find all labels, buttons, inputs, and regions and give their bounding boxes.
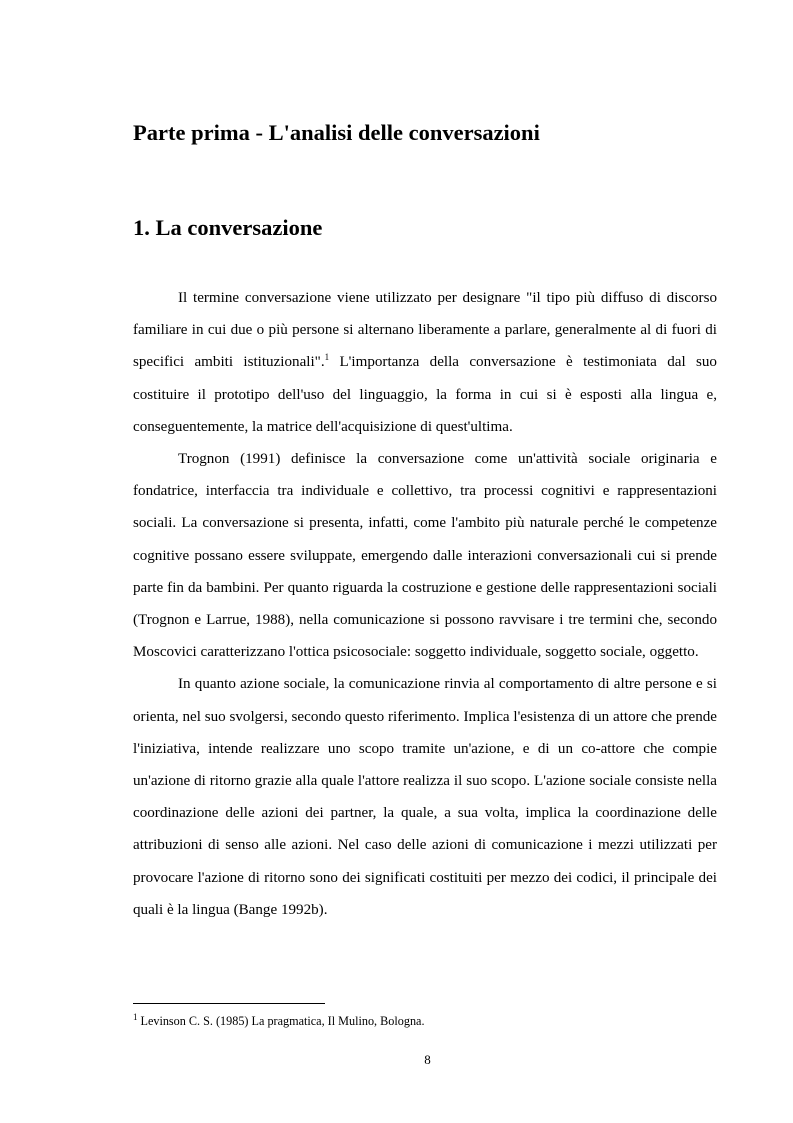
body-text [133, 282, 717, 926]
paragraph-1-text-continued: L'importanza della conversazione è testimoniata dal suo costituire il prototipo dell'uso del linguaggio, la forma in cui si è esposti alla lingua e, conseguentemente, la matrice dell'acquisizione di quest'ultima. [133, 354, 717, 435]
footnote-text: Levinson C. S. (1985) La pragmatica, Il Mulino, Bologna. [140, 1014, 425, 1028]
paragraph-1 [133, 282, 717, 443]
paragraph-3: In quanto azione sociale, la comunicazione rinvia al comportamento di altre persone e si orienta, nel suo svolgersi, secondo questo riferimento. Implica l'esistenza di un attore che prende l'iniziativa, intende realizzare uno scopo tramite un'azione, e di un co-attore che compie un'azione di ritorno grazie alla quale l'attore realizza il suo scopo. L'azione sociale consiste nella coordinazione delle azioni dei partner, la quale, a sua volta, implica la coordinazione delle attribuzioni di senso alle azioni. Nel caso delle azioni di comunicazione i mezzi utilizzati per provocare l'azione di ritorno sono dei significati costituiti per mezzo dei codici, il principale dei quali è la lingua (Bange 1992b). [133, 676, 717, 918]
chapter-title: 1. La conversazione [133, 215, 323, 240]
footnote-divider [133, 1003, 325, 1004]
page-number: 8 [424, 1052, 431, 1067]
footnote [133, 1012, 425, 1030]
footnote-reference[interactable]: 1 [324, 352, 330, 363]
part-title: Parte prima - L'analisi delle conversazioni [133, 120, 540, 145]
paragraph-2: Trognon (1991) definisce la conversazione come un'attività sociale originaria e fondatrice, interfaccia tra individuale e collettivo, tra processi cognitivi e rappresentazioni sociali. La conversazione si presenta, infatti, come l'ambito più naturale perché le competenze cognitive possano essere sviluppate, emergendo dalle interazioni conversazionali cui si prende parte fin da bambini. Per quanto riguarda la costruzione e gestione delle rappresentazioni sociali (Trognon e Larrue, 1988), nella comunicazione si possono ravvisare i tre termini che, secondo Moscovici caratterizzano l'ottica psicosociale: soggetto individuale, soggetto sociale, oggetto. [133, 451, 717, 661]
footnote-number: 1 [133, 1011, 138, 1022]
paragraph-1-text: Il termine conversazione viene utilizzato per designare "il tipo più diffuso di discorso familiare in cui due o più persone si alternano liberamente a parlare, generalmente al di fuori di specifici ambiti istituzionali". [133, 290, 717, 371]
